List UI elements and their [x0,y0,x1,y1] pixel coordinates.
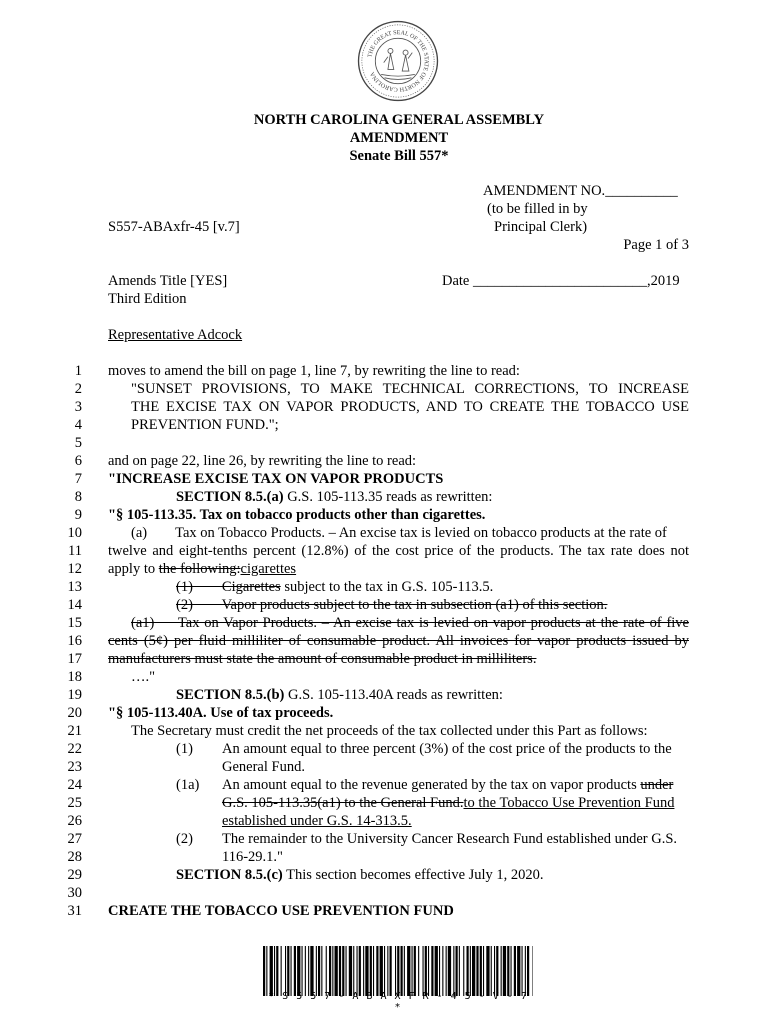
barcode-bar [511,946,512,996]
inserted-line: established under G.S. 14-313.5. [222,813,412,829]
barcode-bar [274,946,275,996]
amends-title: Amends Title [YES] [108,273,228,289]
subsection-label: (a) [131,525,148,541]
line-number: 19 [67,687,82,703]
barcode-bar [329,946,331,996]
barcode-bar [446,946,447,996]
barcode-bar [373,946,374,996]
line-number: 8 [74,489,82,505]
barcode-bar [480,946,482,996]
line-number: 15 [67,615,82,631]
line-number: 27 [67,831,82,847]
fill-note-line2: Principal Clerk) [494,219,588,235]
body-line [176,489,757,506]
sponsor: Representative Adcock [108,327,243,343]
barcode-bar [363,946,364,996]
struck-line: manufacturers must state the amount of consumable product in milliliters. [108,651,537,667]
barcode-bar [407,946,410,996]
line-number: 25 [67,795,82,811]
barcode-bar [435,946,438,996]
barcode-bar [380,946,383,996]
body-line [176,687,757,704]
barcode-bar [470,946,471,996]
barcode-bar [276,946,278,996]
barcode-bar [404,946,405,996]
barcode-icon [263,946,533,996]
line-number: 30 [67,885,82,901]
barcode-bar [332,946,333,996]
barcode-bar [425,946,427,996]
body-line [176,777,757,794]
barcode-bar [483,946,484,996]
body-line: "SUNSET PROVISIONS, TO MAKE TECHNICAL CORRECTIONS, TO INCREASE [131,381,689,397]
section-label: SECTION 8.5.(c) [176,867,283,883]
item-label: (1a) [176,777,200,793]
barcode-bar [291,946,292,996]
line-number: 23 [67,759,82,775]
barcode-bar [491,946,492,996]
date-label: Date [442,273,470,289]
barcode-bar [423,946,424,996]
barcode-bar [294,946,296,996]
page-indicator: Page 1 of 3 [623,237,689,253]
line-number: 9 [74,507,82,523]
barcode-bar [310,946,313,996]
struck-text: the following: [158,561,241,577]
barcode-bar [494,946,495,996]
body-line: THE EXCISE TAX ON VAPOR PRODUCTS, AND TO CREATE THE TOBACCO USE [131,399,689,415]
barcode-bar [353,946,354,996]
barcode-bar [442,946,443,996]
body-line: moves to amend the bill on page 1, line 7, by rewriting the line to read: [108,363,520,379]
body-line [176,579,757,596]
inserted-text: to the Tobacco Use Prevention Fund [463,795,675,811]
inserted-text: cigarettes [240,561,297,577]
section-label: SECTION 8.5.(a) [176,489,284,505]
barcode-bar [467,946,469,996]
barcode-bar [517,946,520,996]
date-year: ,2019 [647,273,680,289]
line-number: 11 [68,543,82,559]
amendment-number-blank: __________ [605,183,678,199]
amendment-number-field [483,183,678,200]
barcode-bar [439,946,440,996]
barcode-bar [507,946,509,996]
line-number: 29 [67,867,82,883]
barcode-bar [525,946,526,996]
statute-heading: "§ 105-113.40A. Use of tax proceeds. [108,705,334,721]
svg-text:THE GREAT SEAL OF THE STATE OF [367,30,429,92]
barcode-bar [376,946,378,996]
barcode-bar [316,946,317,996]
barcode-bar [357,946,358,996]
barcode-bar [463,946,464,996]
barcode-bar [387,946,388,996]
section-text: G.S. 105-113.40A reads as rewritten: [284,687,503,703]
barcode-bar [414,946,416,996]
line-number: 14 [67,597,82,613]
barcode-bar [359,946,361,996]
body-line [176,831,757,848]
body-line: 116-29.1." [222,849,283,865]
barcode-bar [527,946,529,996]
barcode-bar [287,946,289,996]
body-line: The Secretary must credit the net proceeds of the tax collected under this Part as follows: [131,723,648,739]
line-number: 22 [67,741,82,757]
body-line [176,741,757,758]
fill-note-line1: (to be filled in by [487,201,588,217]
barcode-text: * S 5 5 7 - A B A X F R - 4 5 - V - 7 * [268,991,528,1013]
barcode-bar [321,946,322,996]
body-line [222,795,770,812]
section-heading: CREATE THE TOBACCO USE PREVENTION FUND [108,903,454,919]
barcode-bar [305,946,306,996]
body-line [131,525,712,542]
item-label: (1) [176,741,193,757]
struck-line: (a1) Tax on Vapor Products. – An excise tax is levied on vapor products at the rate of five [131,615,689,631]
barcode-bar [401,946,403,996]
body-line [176,867,757,884]
barcode-bar [308,946,309,996]
line-number: 5 [74,435,82,451]
line-number: 24 [67,777,82,793]
section-text: This section becomes effective July 1, 2020. [282,867,544,883]
seal-text: THE GREAT SEAL OF THE STATE OF NORTH CAROLINA [367,30,429,92]
barcode-bar [342,946,344,996]
barcode-bar [397,946,399,996]
barcode-bar [501,946,502,996]
barcode-bar [459,946,460,996]
section-heading: "INCREASE EXCISE TAX ON VAPOR PRODUCTS [108,471,444,487]
body-line: General Fund. [222,759,305,775]
struck-text: (1) Cigarettes [176,579,281,595]
item-text: The remainder to the University Cancer Research Fund established under G.S. [222,831,678,847]
barcode-bar [496,946,498,996]
line-number: 3 [74,399,82,415]
item-text: An amount equal to three percent (3%) of the cost price of the products to the [222,741,672,757]
plain-text: apply to [108,561,159,577]
line-number: 31 [67,903,82,919]
struck-line: cents (5¢) per fluid milliliter of consumable product. All invoices for vapor products issued by [108,633,689,649]
barcode-bar [390,946,392,996]
barcode-bar [335,946,338,996]
barcode-bar [339,946,341,996]
barcode-bar [453,946,454,996]
barcode-bar [514,946,516,996]
barcode-bar [428,946,429,996]
item-label: (2) [176,831,193,847]
barcode-bar [412,946,413,996]
body-line [108,561,689,578]
barcode-bar [263,946,265,996]
document-type-title: AMENDMENT [349,130,449,146]
barcode-bar [503,946,506,996]
line-number: 7 [74,471,82,487]
line-number: 21 [67,723,82,739]
body-line: PREVENTION FUND."; [131,417,279,433]
barcode-bar [285,946,286,996]
struck-text: G.S. 105-113.35(a1) to the General Fund. [222,795,464,811]
assembly-title: NORTH CAROLINA GENERAL ASSEMBLY [253,112,545,128]
line-number: 18 [67,669,82,685]
barcode-bar [384,946,385,996]
date-field [442,273,680,290]
date-blank: ________________________ [473,273,647,289]
line-number: 2 [74,381,82,397]
barcode-bar [486,946,489,996]
line-number: 4 [74,417,82,433]
barcode-bar [297,946,300,996]
body-line: and on page 22, line 26, by rewriting the line to read: [108,453,417,469]
line-number: 28 [67,849,82,865]
line-number: 26 [67,813,82,829]
state-seal-icon [356,19,440,103]
barcode-bar [326,946,327,996]
line-number: 1 [74,363,82,379]
body-line: …." [131,669,156,685]
barcode-bar [522,946,523,996]
barcode-bar [318,946,320,996]
line-number: 6 [74,453,82,469]
barcode-bar [365,946,368,996]
line-number: 13 [67,579,82,595]
section-text: G.S. 105-113.35 reads as rewritten: [283,489,493,505]
barcode-bar [476,946,478,996]
barcode-bar [270,946,273,996]
line-number: 16 [67,633,82,649]
plain-text: subject to the tax in G.S. 105-113.5. [280,579,494,595]
line-number: 12 [67,561,82,577]
amendment-number-label: AMENDMENT NO. [483,183,606,199]
barcode-bar [418,946,419,996]
barcode-bar [472,946,475,996]
barcode-bar [533,946,534,996]
barcode-bar [448,946,451,996]
struck-text: under [640,777,674,793]
statute-heading: "§ 105-113.35. Tax on tobacco products other than cigarettes. [108,507,486,523]
section-label: SECTION 8.5.(b) [176,687,285,703]
barcode-bar [349,946,352,996]
draft-id: S557-ABAxfr-45 [v.7] [108,219,240,235]
barcode-bar [346,946,347,996]
edition: Third Edition [108,291,187,307]
subsection-text: Tax on Tobacco Products. – An excise tax is levied on tobacco products at the rate of [175,525,667,541]
item-text: An amount equal to the revenue generated by the tax on vapor products [222,777,641,793]
struck-line: (2) Vapor products subject to the tax in subsection (a1) of this section. [176,597,608,613]
barcode-bar [456,946,458,996]
barcode-bar [431,946,433,996]
bill-title: Senate Bill 557* [349,148,449,164]
line-number: 17 [67,651,82,667]
barcode-bar [281,946,282,996]
barcode-bar [266,946,267,996]
line-number: 20 [67,705,82,721]
body-line: twelve and eight-tenths percent (12.8%) of the cost price of the products. The tax rate does not [108,543,689,559]
barcode-bar [395,946,396,996]
barcode-bar [370,946,372,996]
barcode-bar [302,946,303,996]
line-number: 10 [67,525,82,541]
